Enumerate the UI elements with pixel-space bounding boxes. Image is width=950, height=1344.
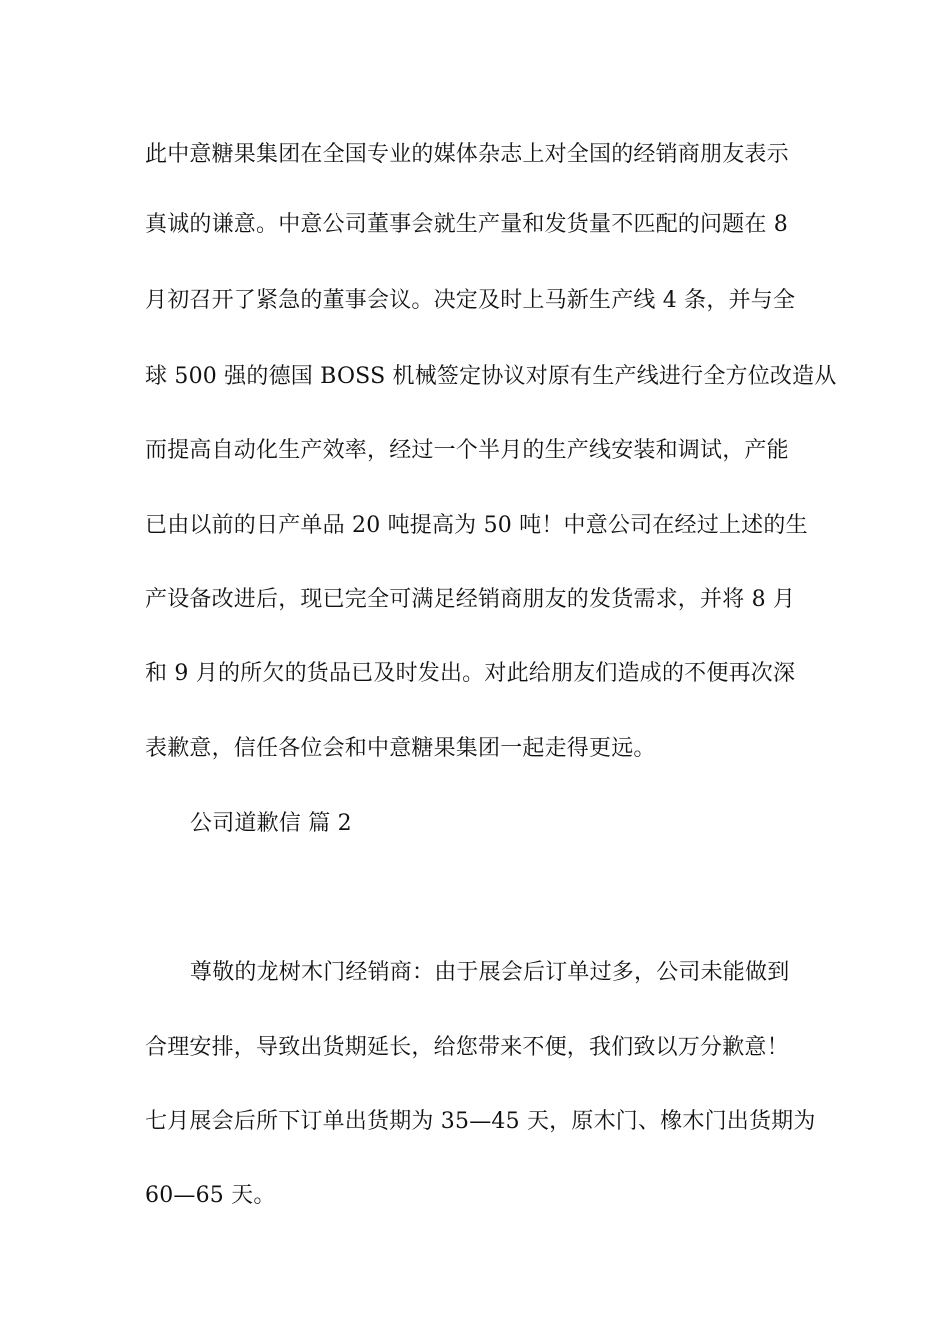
paragraph-1-line-9: 表歉意，信任各位会和中意糖果集团一起走得更远。 bbox=[145, 736, 656, 761]
paragraph-1-line-2: 真诚的谦意。中意公司董事会就生产量和发货量不匹配的问题在 8 bbox=[145, 212, 788, 237]
paragraph-1-line-7: 产设备改进后，现已完全可满足经销商朋友的发货需求，并将 8 月 bbox=[145, 587, 796, 612]
paragraph-2-line-4: 60—65 天。 bbox=[145, 1183, 276, 1208]
paragraph-1-line-6: 已由以前的日产单品 20 吨提高为 50 吨！中意公司在经过上述的生 bbox=[145, 513, 808, 538]
section-heading: 公司道歉信 篇 2 bbox=[190, 811, 352, 836]
paragraph-2-line-1: 尊敬的龙树木门经销商：由于展会后订单过多，公司未能做到 bbox=[190, 960, 790, 985]
paragraph-1-line-1: 此中意糖果集团在全国专业的媒体杂志上对全国的经销商朋友表示 bbox=[145, 142, 789, 167]
paragraph-1-line-8: 和 9 月的所欠的货品已及时发出。对此给朋友们造成的不便再次深 bbox=[145, 661, 796, 686]
paragraph-1-line-5: 而提高自动化生产效率，经过一个半月的生产线安装和调试，产能 bbox=[145, 438, 789, 463]
paragraph-2-line-2: 合理安排，导致出货期延长，给您带来不便，我们致以万分歉意！ bbox=[145, 1035, 789, 1060]
paragraph-1-line-3: 月初召开了紧急的董事会议。决定及时上马新生产线 4 条，并与全 bbox=[145, 288, 796, 313]
paragraph-2-line-3: 七月展会后所下订单出货期为 35—45 天，原木门、橡木门出货期为 bbox=[145, 1109, 816, 1134]
paragraph-1-line-4: 球 500 强的德国 BOSS 机械签定协议对原有生产线进行全方位改造从 bbox=[145, 364, 837, 389]
